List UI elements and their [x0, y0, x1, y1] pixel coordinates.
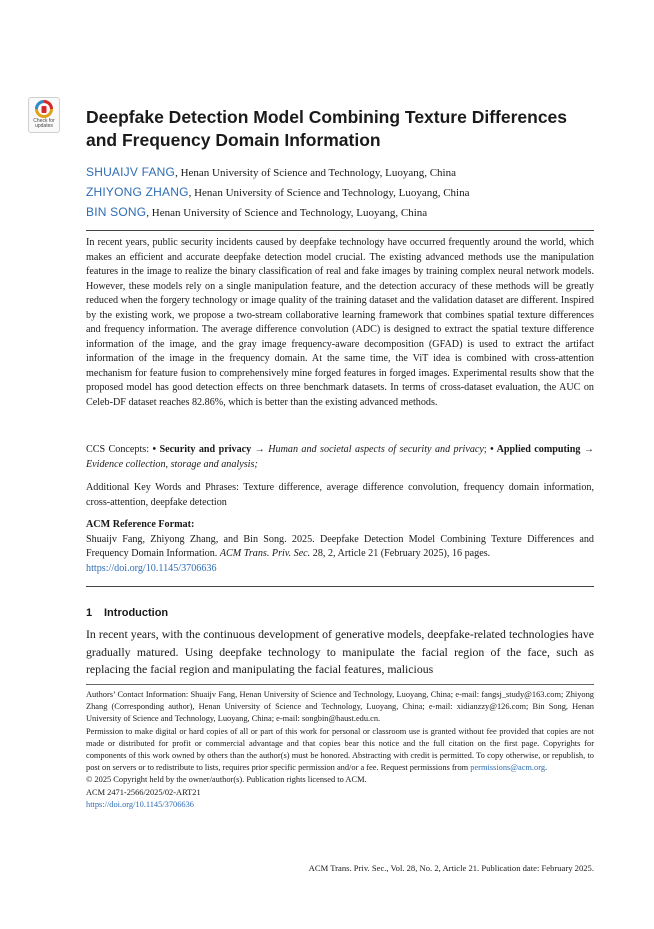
permission-text: Permission to make digital or hard copies of all or part of this work for personal or classroom use is granted without fee provided that copies are not made or distributed for profit or commercial advantage and that copies bear this notice and the full citation on the first page. Copyrights for components of this work owned by others than the author(s) must be honored. Abstracting with credit is permitted. To copy otherwise, or republish, to post on servers or to redistribute to lists, requires prior specific permission and/or a fee. Request permissions from: [86, 726, 594, 773]
issn-line: ACM 2471-2566/2025/02-ART21: [86, 787, 201, 797]
ccs-label: CCS Concepts:: [86, 444, 153, 455]
badge-label-line2: updates: [35, 123, 53, 129]
ccs-concepts: [86, 443, 594, 472]
ccs-arrow: →: [251, 444, 269, 455]
permission-end: .: [545, 763, 548, 773]
author-name-link[interactable]: SHUAIJV FANG: [86, 165, 176, 179]
author-affiliation: , Henan University of Science and Technology, Luoyang, China: [175, 167, 456, 179]
abstract-top-rule: [86, 230, 594, 231]
footnote-doi-link[interactable]: https://doi.org/10.1145/3706636: [86, 799, 194, 809]
check-for-updates-badge[interactable]: [28, 97, 60, 133]
ccs-term: Applied computing: [496, 444, 581, 455]
ccs-separator: ;: [483, 444, 491, 455]
keywords: [86, 481, 594, 510]
badge-label-line1: Check for: [33, 118, 55, 124]
reference-citation: Shuaijv Fang, Zhiyong Zhang, and Bin Song. 2025. Deepfake Detection Model Combining Texture Differences and Frequency Domain Information.: [86, 533, 594, 559]
check-for-updates-icon: [35, 100, 53, 118]
abstract-bottom-rule: [86, 586, 594, 587]
ccs-bullet: •: [152, 444, 160, 455]
author-name-link[interactable]: ZHIYONG ZHANG: [86, 185, 189, 199]
reference-details: 28, 2, Article 21 (February 2025), 16 pages.: [310, 548, 491, 559]
title-line-2: and Frequency Domain Information: [86, 130, 381, 150]
title-line-1: Deepfake Detection Model Combining Texture Differences: [86, 107, 568, 127]
reference-doi-link[interactable]: https://doi.org/10.1145/3706636: [86, 562, 217, 574]
footnote-block: [86, 689, 594, 811]
introduction-paragraph: In recent years, with the continuous development of generative models, deepfake-related technologies have gradually matured. Using deepfake technology to manipulate the facial region of the face, such as replacing the facial region and manipulating the facial features, malicious: [86, 627, 594, 676]
ccs-arrow: →: [580, 444, 594, 455]
badge-label: [33, 119, 54, 129]
footnote-rule: [86, 684, 594, 685]
introduction-body: [86, 626, 594, 679]
ccs-concepts-text: [86, 443, 594, 472]
section-heading: [86, 606, 168, 621]
author-entry: [86, 203, 606, 223]
author-affiliation: , Henan University of Science and Technology, Luoyang, China: [188, 187, 470, 199]
reference-text: [86, 533, 594, 562]
contact-information: Authors’ Contact Information: Shuaijv Fang, Henan University of Science and Technology, Luoyang, China; e-mail: fangsj_study@163.com; Zhiyong Zhang (Corresponding author), Henan University of Science and Technology, Luoyang, China; e-mail: xidianzzy@126.com; Bin Song, Henan University of Science and Technology, Luoyang, China; e-mail: songbin@haust.edu.cn.: [86, 690, 594, 724]
reference-heading: ACM Reference Format:: [86, 519, 195, 530]
author-affiliation: , Henan University of Science and Technology, Luoyang, China: [146, 207, 428, 219]
author-list: [86, 163, 606, 223]
keywords-text: Additional Key Words and Phrases: Texture difference, average difference convolution, frequency domain information, cross-attention, deepfake detection: [86, 482, 594, 508]
author-name-link[interactable]: BIN SONG: [86, 205, 147, 219]
acm-reference-format: [86, 518, 594, 576]
reference-journal: ACM Trans. Priv. Sec.: [219, 548, 311, 559]
abstract-text: In recent years, public security incidents caused by deepfake technology have occurred frequently around the world, which makes an efficient and accurate deepfake detection model crucial. The existing advanced methods use the manipulation features in the image to realize the binary classification of real and fake images by training complex neural network models. However, these models rely on a single manipulation feature, and the detection accuracy of these methods will be greatly reduced when the forgery technology or image quality of the training dataset and the validation dataset are different. Inspired by the existing work, we propose a two-stream collaborative learning framework that combines spatial texture differences and frequency information. The average difference convolution (ADC) is designed to extract the spatial texture difference information of the image, and the gray image frequency-aware decomposition (GFAD) is used to extract the artifact information of the image in the frequency domain. At the same time, the ViT idea is combined with cross-attention mechanism for feature fusion to comprehensively mine forged features in forged images. Experimental results show that the proposed model has good detection effects on three benchmark datasets. In terms of cross-dataset evaluation, the AUC on Celeb-DF dataset reaches 82.86%, which is better than the existing advanced methods.: [86, 237, 594, 408]
copyright-line: © 2025 Copyright held by the owner/author(s). Publication rights licensed to ACM.: [86, 775, 367, 785]
ccs-bullet: •: [490, 444, 497, 455]
abstract: [86, 236, 594, 410]
permissions-email-link[interactable]: permissions@acm.org: [470, 763, 546, 773]
ccs-term: Security and privacy: [159, 444, 252, 455]
paper-title: [86, 106, 606, 152]
ccs-description: Human and societal aspects of security and privacy: [268, 444, 484, 455]
author-entry: [86, 183, 606, 203]
section-title: Introduction: [104, 607, 169, 619]
author-entry: [86, 163, 606, 183]
permission-notice: [86, 726, 594, 775]
section-number: 1: [86, 607, 93, 619]
running-footer: ACM Trans. Priv. Sec., Vol. 28, No. 2, Article 21. Publication date: February 2025.: [308, 863, 594, 873]
ccs-description: Evidence collection, storage and analysis;: [86, 458, 258, 470]
